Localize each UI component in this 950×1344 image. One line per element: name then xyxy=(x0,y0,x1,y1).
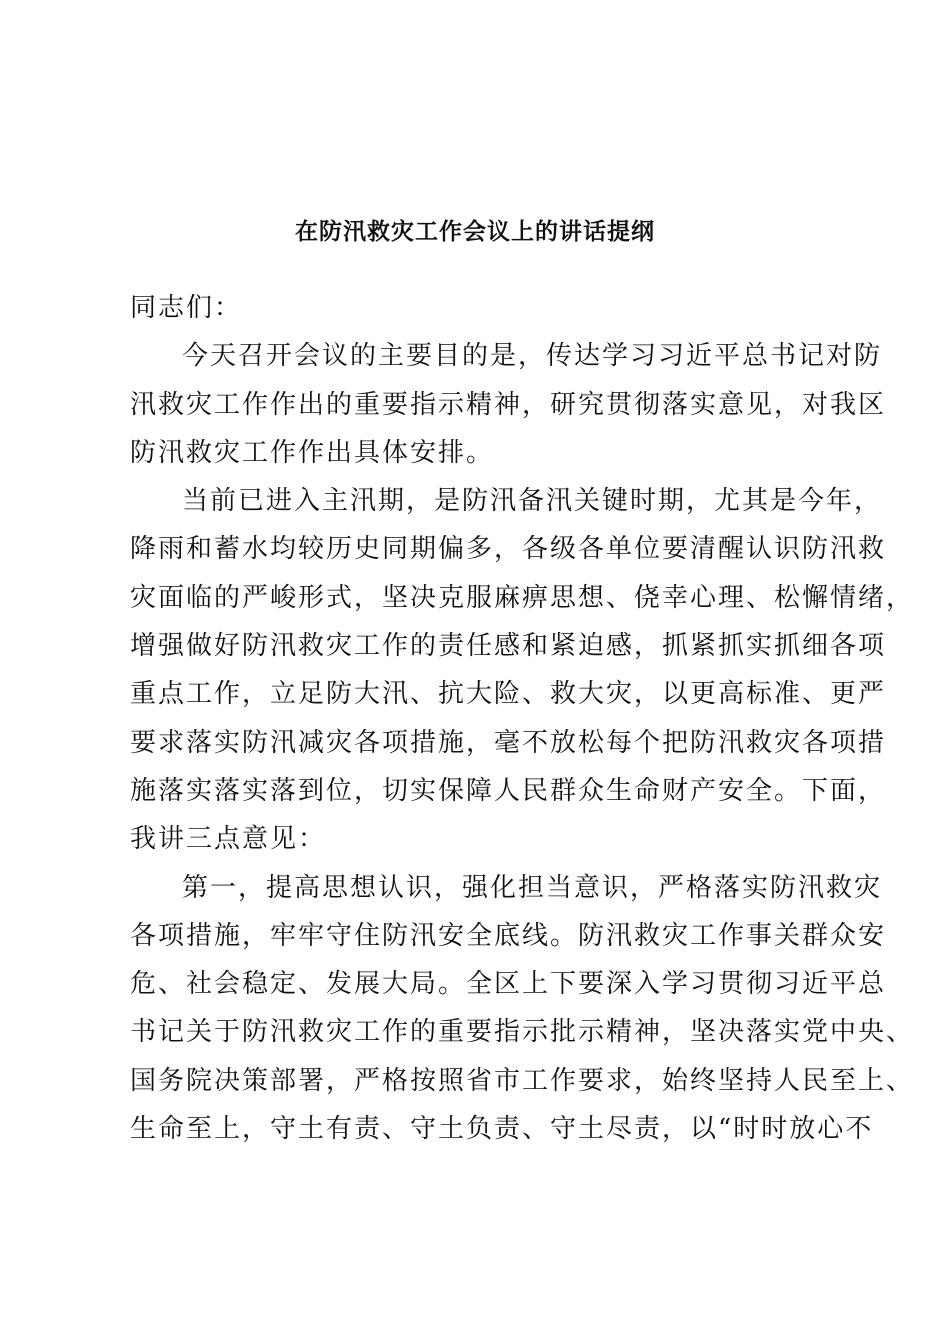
paragraph-2 xyxy=(130,477,915,863)
paragraph-line: 今天召开会议的主要目的是，传达学习习近平总书记对防 xyxy=(182,341,883,372)
paragraph-line: 重点工作，立足防大汛、抗大险、救大灾，以更高标准、更严 xyxy=(130,679,887,710)
paragraph-line: 要求落实防汛减灾各项措施，毫不放松每个把防汛救灾各项措 xyxy=(130,727,887,758)
paragraph-3 xyxy=(130,864,915,1154)
paragraph-line: 生命至上，守土有责、守土负责、守土尽责，以“时时放心不 xyxy=(130,1114,874,1145)
paragraph-line: 施落实落实落到位，切实保障人民群众生命财产安全。下面， xyxy=(130,775,887,806)
paragraph-line: 我讲三点意见： xyxy=(130,824,327,855)
paragraph-line: 当前已进入主汛期，是防汛备汛关键时期，尤其是今年， xyxy=(182,486,883,517)
document-title: 在防汛救灾工作会议上的讲话提纲 xyxy=(295,219,655,245)
paragraph-line: 灾面临的严峻形式，坚决克服麻痹思想、侥幸心理、松懈情绪， xyxy=(130,582,915,613)
paragraph-line: 降雨和蓄水均较历史同期偏多，各级各单位要清醒认识防汛救 xyxy=(130,534,887,565)
paragraph-line: 增强做好防汛救灾工作的责任感和紧迫感，抓紧抓实抓细各项 xyxy=(130,631,887,662)
paragraph-line: 防汛救灾工作作出具体安排。 xyxy=(130,437,495,468)
paragraph-line: 第一，提高思想认识，强化担当意识，严格落实防汛救灾 xyxy=(182,872,883,903)
salutation: 同志们： xyxy=(130,293,243,323)
paragraph-1 xyxy=(130,332,887,477)
paragraph-line: 汛救灾工作作出的重要指示精神，研究贯彻落实意见，对我区 xyxy=(130,389,887,420)
paragraph-line: 危、社会稳定、发展大局。全区上下要深入学习贯彻习近平总 xyxy=(130,969,887,1000)
paragraph-line: 书记关于防汛救灾工作的重要指示批示精神，坚决落实党中央、 xyxy=(130,1017,915,1048)
paragraph-line: 各项措施，牢牢守住防汛安全底线。防汛救灾工作事关群众安 xyxy=(130,920,887,951)
paragraph-line: 国务院决策部署，严格按照省市工作要求，始终坚持人民至上、 xyxy=(130,1065,915,1096)
document-body xyxy=(130,284,915,1153)
